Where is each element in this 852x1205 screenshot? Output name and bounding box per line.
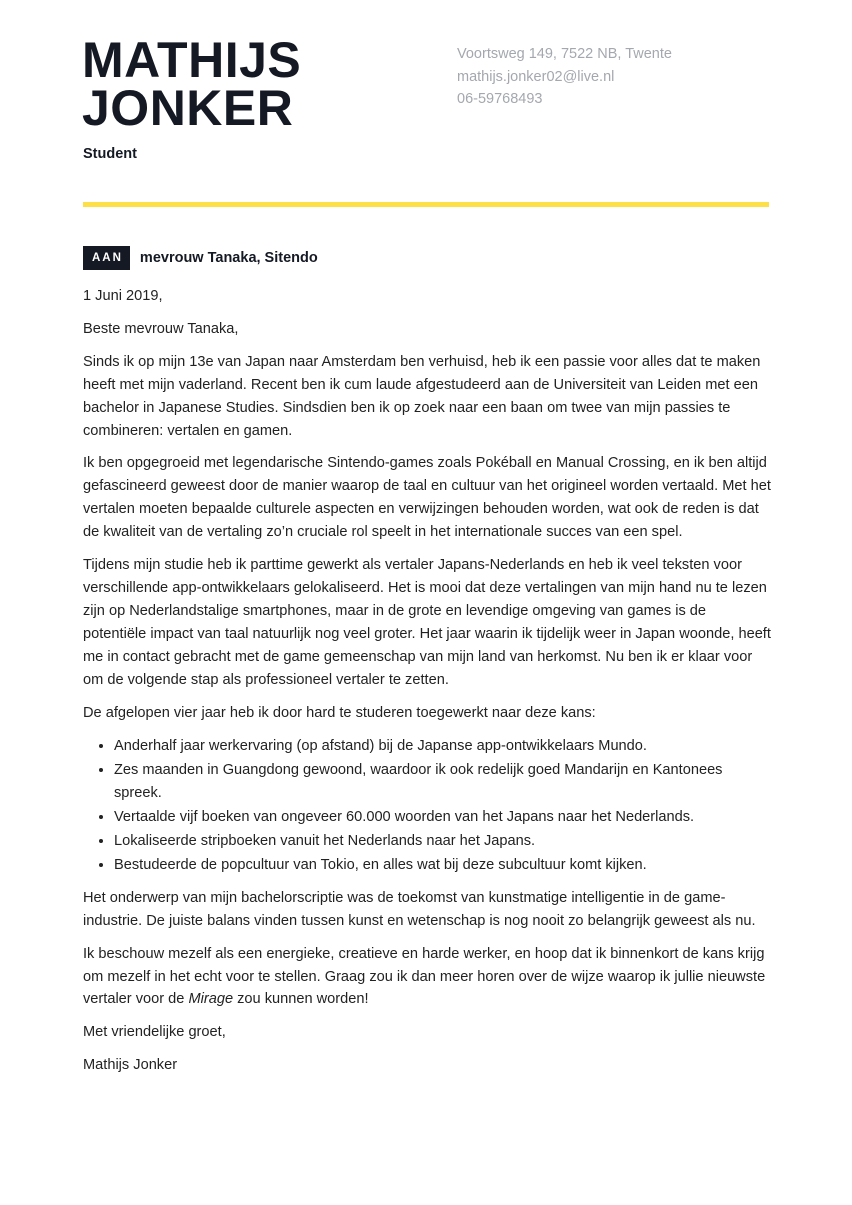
list-item: • Bestudeerde de popcultuur van Tokio, en alles wat bij deze subcultuur komt kijken. — [114, 853, 773, 877]
paragraph-6-text-start: Ik beschouw mezelf als een energieke, creatieve en harde werker, en hoop dat ik binnenkort de kans krijg om mezelf in het echt voor te stellen. Graag zou ik dan meer horen over de wijze waarop ik jullie nieuwste vertaler voor de — [83, 945, 766, 1008]
list-item: • Lokaliseerde stripboeken vanuit het Nederlands naar het Japans. — [114, 829, 773, 853]
paragraph-6-text-end: zou kunnen worden! — [233, 991, 369, 1008]
recipient-name: mevrouw Tanaka, Sitendo — [139, 250, 318, 266]
letter-salutation: Beste mevrouw Tanaka, — [83, 320, 239, 337]
applicant-name — [82, 32, 302, 136]
game-title-mirage: Mirage — [188, 991, 234, 1008]
applicant-last-name: JONKER — [82, 80, 294, 136]
contact-email: mathijs.jonker02@live.nl — [457, 68, 615, 85]
contact-phone: 06-59768493 — [457, 91, 543, 107]
letter-paragraph-3: Tijdens mijn studie heb ik parttime gewerkt als vertaler Japans-Nederlands en heb ik veel teksten voor verschillende app-ontwikkelaars gelokaliseerd. Het is mooi dat deze vertalingen van mijn hand nu te lezen zijn op Nederlandstalige smartphones, maar in de grote en levendige omgeving van games is de potentiële impact van taal natuurlijk nog veel groter. Het jaar waarin ik tijdelijk weer in Japan woonde, heeft me in contact gebracht met de game gemeenschap van mijn land van herkomst. Nu ben ik er klaar voor om de volgende stap als professioneel vertaler te zetten. — [83, 557, 771, 688]
letter-paragraph-4: De afgelopen vier jaar heb ik door hard te studeren toegewerkt naar deze kans: — [83, 704, 596, 721]
letter-paragraph-1: Sinds ik op mijn 13e van Japan naar Amsterdam ben verhuisd, heb ik een passie voor alles dat te maken heeft met mijn vaderland. Recent ben ik cum laude afgestudeerd aan de Universiteit van Leiden met een bachelor in Japanese Studies. Sindsdien ben ik op zoek naar een baan om twee van mijn passies te combineren: vertalen en gamen. — [83, 353, 761, 439]
letter-signature: Mathijs Jonker — [83, 1057, 178, 1074]
list-item: • Anderhalf jaar werkervaring (op afstand) bij de Japanse app-ontwikkelaars Mundo. — [114, 734, 773, 758]
letter-paragraph-6 — [83, 943, 773, 1012]
achievement-list — [83, 734, 773, 876]
recipient-line — [83, 246, 318, 270]
recipient-label: AAN — [83, 246, 130, 270]
list-item: • Vertaalde vijf boeken van ongeveer 60.000 woorden van het Japans naar het Nederlands. — [114, 805, 773, 829]
list-item: • Zes maanden in Guangdong gewoond, waardoor ik ook redelijk goed Mandarijn en Kantonees spreek. — [114, 758, 773, 805]
header-divider — [83, 202, 769, 207]
letter-closing: Met vriendelijke groet, — [83, 1024, 226, 1041]
letter-body — [83, 285, 773, 1087]
contact-info — [457, 43, 672, 111]
contact-address: Voortsweg 149, 7522 NB, Twente — [457, 46, 672, 62]
letter-date: 1 Juni 2019, — [83, 288, 163, 304]
applicant-first-name: MATHIJS — [82, 32, 302, 88]
letter-paragraph-5: Het onderwerp van mijn bachelorscriptie was de toekomst van kunstmatige intelligentie in de game-industrie. De juiste balans vinden tussen kunst en wetenschap is nog nooit zo belangrijk geweest als nu. — [83, 889, 756, 929]
letter-paragraph-2: Ik ben opgegroeid met legendarische Sintendo-games zoals Pokéball en Manual Crossing, en ik ben altijd gefascineerd geweest door de manier waarop de taal en cultuur van het origineel worden vertaald. Met het vertalen moeten bepaalde culturele aspecten en verwijzingen behouden worden, wat ook de reden is dat de kwaliteit van de vertaling zo’n cruciale rol speelt in het internationale succes van een spel. — [83, 455, 771, 541]
job-title: Student — [83, 146, 137, 162]
